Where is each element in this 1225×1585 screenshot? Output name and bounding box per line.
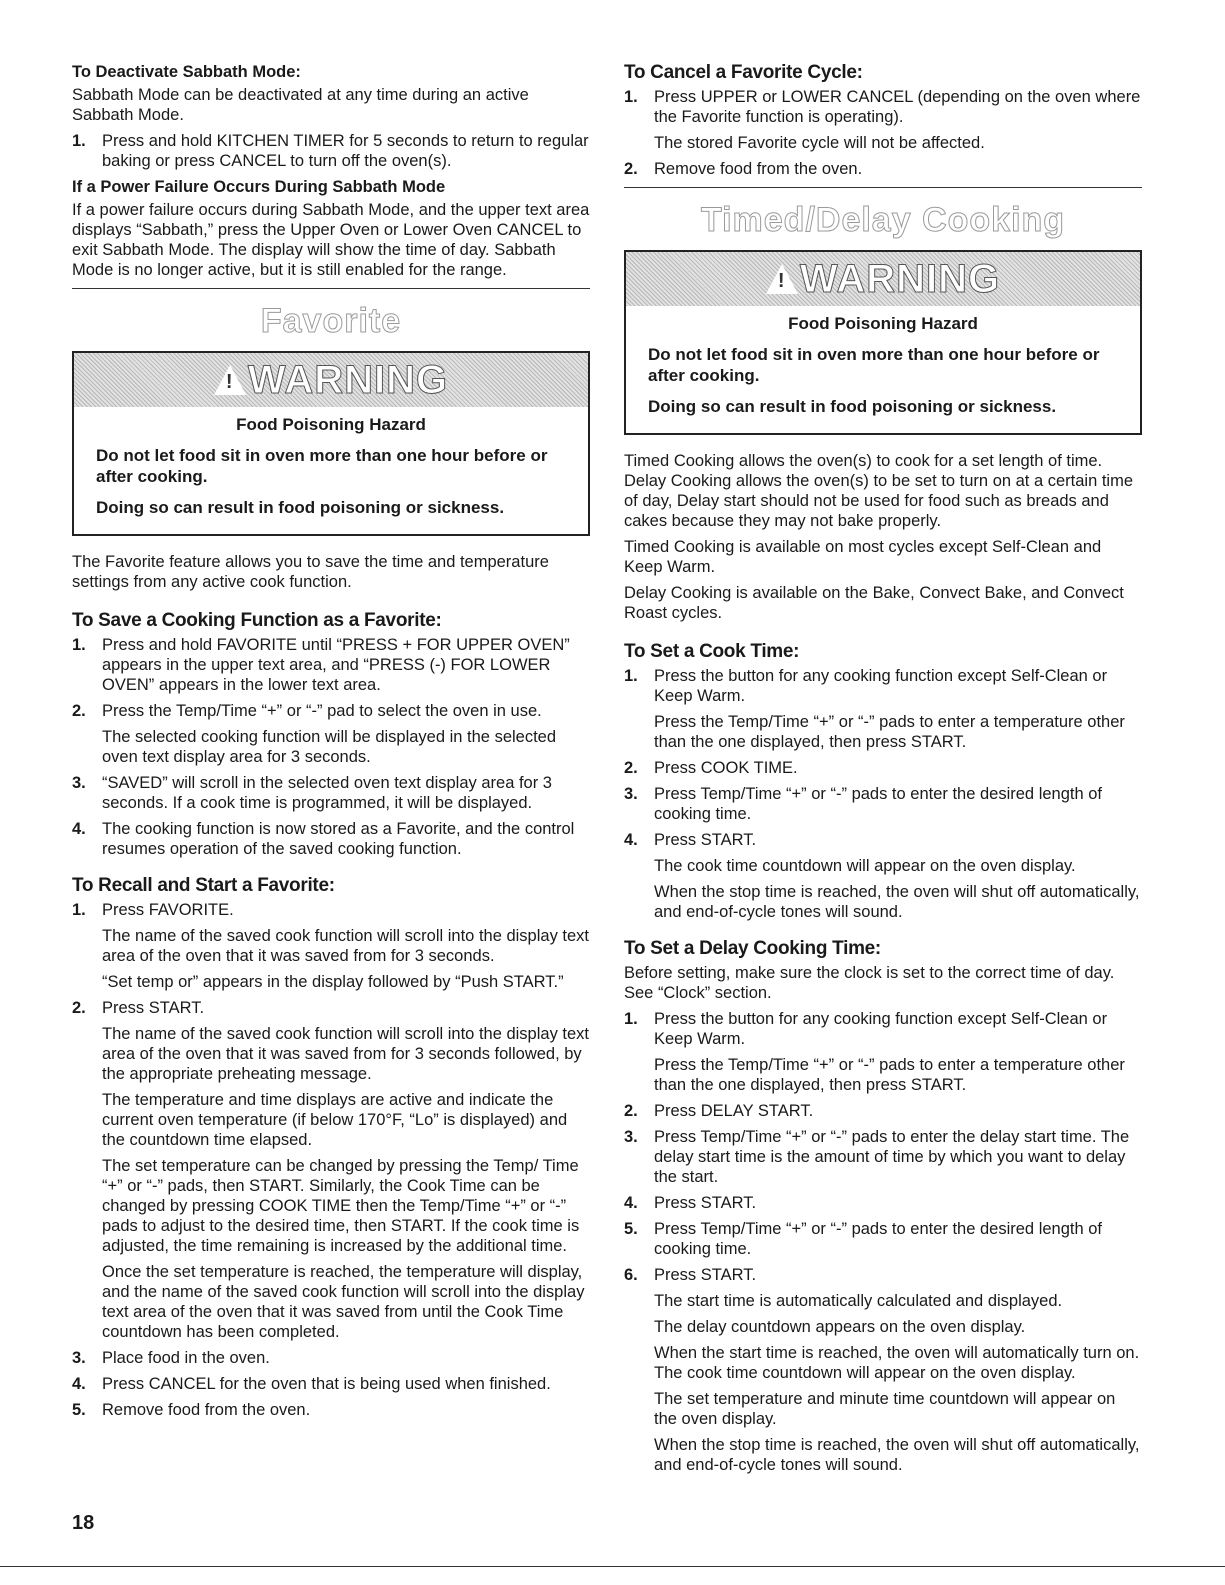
- step-number: 2.: [624, 1102, 638, 1120]
- step-number: 3.: [624, 785, 638, 803]
- timed-intro-2: Timed Cooking is available on most cycles except Self-Clean and Keep Warm.: [624, 538, 1102, 576]
- warning-banner: [626, 252, 1140, 306]
- step-number: 2.: [624, 759, 638, 777]
- step-detail: The cook time countdown will appear on the oven display.: [654, 857, 1076, 875]
- step-text: Press DELAY START.: [654, 1102, 814, 1120]
- step-text: Place food in the oven.: [102, 1349, 270, 1367]
- step-detail: “Set temp or” appears in the display followed by “Push START.”: [102, 973, 564, 991]
- step-number: 2.: [72, 999, 86, 1017]
- warning-hazard: Food Poisoning Hazard: [788, 314, 978, 333]
- step-number: 1.: [72, 901, 86, 919]
- step-text: Remove food from the oven.: [102, 1401, 311, 1419]
- step-text: Press the Temp/Time “+” or “-” pad to select the oven in use.: [102, 702, 542, 720]
- favorite-section-title: Favorite: [260, 302, 402, 340]
- step-text: Press the button for any cooking function except Self-Clean or Keep Warm.: [654, 1010, 1108, 1048]
- warning-triangle-icon: [214, 365, 246, 395]
- step-detail: The start time is automatically calculated and displayed.: [654, 1292, 1063, 1310]
- timed-delay-section-title: Timed/Delay Cooking: [700, 201, 1066, 239]
- step-text: Press CANCEL for the oven that is being used when finished.: [102, 1375, 551, 1393]
- step-detail: The name of the saved cook function will scroll into the display text area of the oven that it was saved from for 3 seconds.: [102, 927, 589, 965]
- right-column: [624, 62, 1142, 1481]
- list-item: [624, 1219, 1142, 1259]
- step-detail: The set temperature and minute time countdown will appear on the oven display.: [654, 1390, 1116, 1428]
- list-item: [624, 1127, 1142, 1187]
- list-item: [624, 1265, 1142, 1475]
- warning-title: WARNING: [247, 357, 449, 402]
- list-item: [72, 998, 590, 1342]
- step-detail: Press the Temp/Time “+” or “-” pads to enter a temperature other than the one displayed, then press START.: [654, 713, 1125, 751]
- step-text: Press START.: [654, 831, 757, 849]
- step-detail: The stored Favorite cycle will not be affected.: [654, 134, 985, 152]
- recall-favorite-heading: To Recall and Start a Favorite:: [72, 875, 335, 896]
- deactivate-steps: [72, 131, 590, 171]
- warning-hazard: Food Poisoning Hazard: [236, 415, 426, 434]
- bottom-rule: [0, 1566, 1225, 1567]
- warning-banner: [74, 353, 588, 407]
- step-number: 1.: [624, 667, 638, 685]
- step-number: 2.: [72, 702, 86, 720]
- step-number: 1.: [624, 88, 638, 106]
- step-text: Press Temp/Time “+” or “-” pads to enter the delay start time. The delay start time is the amount of time by which you want to delay the start.: [654, 1128, 1130, 1186]
- step-text: Press COOK TIME.: [654, 759, 798, 777]
- warning-line-1: Do not let food sit in oven more than one hour before or after cooking.: [648, 345, 1100, 385]
- list-item: [72, 701, 590, 767]
- list-item: [72, 635, 590, 695]
- step-number: 4.: [72, 1375, 86, 1393]
- cook-time-steps: [624, 666, 1142, 922]
- step-number: 4.: [624, 831, 638, 849]
- warning-line-2: Doing so can result in food poisoning or sickness.: [96, 498, 505, 517]
- list-item: [624, 784, 1142, 824]
- section-divider: [624, 187, 1142, 188]
- timed-intro-3: Delay Cooking is available on the Bake, Convect Bake, and Convect Roast cycles.: [624, 584, 1124, 622]
- step-text: Press Temp/Time “+” or “-” pads to enter the desired length of cooking time.: [654, 1220, 1102, 1258]
- step-text: Press START.: [102, 999, 205, 1017]
- list-item: [72, 773, 590, 813]
- warning-line-2: Doing so can result in food poisoning or sickness.: [648, 397, 1057, 416]
- step-detail: When the stop time is reached, the oven will shut off automatically, and end-of-cycle tones will sound.: [654, 1436, 1140, 1474]
- step-text: Remove food from the oven.: [654, 160, 863, 178]
- step-detail: When the stop time is reached, the oven will shut off automatically, and end-of-cycle tones will sound.: [654, 883, 1140, 921]
- step-detail: When the start time is reached, the oven will automatically turn on. The cook time countdown will appear on the oven display.: [654, 1344, 1140, 1382]
- step-text: Press START.: [654, 1266, 757, 1284]
- cook-time-heading: To Set a Cook Time:: [624, 641, 800, 662]
- step-number: 6.: [624, 1266, 638, 1284]
- warning-box: [72, 351, 590, 536]
- step-text: Press UPPER or LOWER CANCEL (depending on the oven where the Favorite function is operating).: [654, 88, 1141, 126]
- step-number: 5.: [624, 1220, 638, 1238]
- power-failure-text: If a power failure occurs during Sabbath Mode, and the upper text area displays “Sabbath,” press the Upper Oven or Lower Oven CANCEL to exit Sabbath Mode. The display will show the time of day. Sabbath Mode is no longer active, but it is still enabled for the range.: [72, 201, 590, 279]
- warning-line-1: Do not let food sit in oven more than one hour before or after cooking.: [96, 446, 548, 486]
- step-number: 1.: [72, 132, 86, 150]
- delay-cook-steps: [624, 1009, 1142, 1475]
- step-number: 2.: [624, 160, 638, 178]
- list-item: [72, 1374, 590, 1394]
- step-number: 1.: [624, 1010, 638, 1028]
- step-text: Press FAVORITE.: [102, 901, 234, 919]
- section-divider: [72, 288, 590, 289]
- save-favorite-heading: To Save a Cooking Function as a Favorite:: [72, 610, 442, 631]
- list-item: [624, 1193, 1142, 1213]
- left-column: [72, 62, 590, 1426]
- step-detail: Press the Temp/Time “+” or “-” pads to enter a temperature other than the one displayed, then press START.: [654, 1056, 1125, 1094]
- list-item: [624, 758, 1142, 778]
- step-detail: The set temperature can be changed by pressing the Temp/ Time “+” or “-” pads, then START. Similarly, the Cook Time can be changed by pressing COOK TIME then the Temp/Time “+” or “-” pads to adjust to the desired time, then START. If the cook time is adjusted, the time remaining is increased by the additional time.: [102, 1157, 580, 1255]
- list-item: [72, 1348, 590, 1368]
- list-item: [72, 131, 590, 171]
- delay-cook-intro: Before setting, make sure the clock is set to the correct time of day. See “Clock” section.: [624, 964, 1115, 1002]
- recall-favorite-steps: [72, 900, 590, 1420]
- warning-title: WARNING: [799, 256, 1001, 301]
- step-number: 5.: [72, 1401, 86, 1419]
- step-detail: The temperature and time displays are active and indicate the current oven temperature (if below 170°F, “Lo” is displayed) and the countdown time elapsed.: [102, 1091, 568, 1149]
- step-detail: The selected cooking function will be displayed in the selected oven text display area for 3 seconds.: [102, 728, 557, 766]
- step-number: 3.: [624, 1128, 638, 1146]
- step-number: 4.: [624, 1194, 638, 1212]
- list-item: [624, 87, 1142, 153]
- step-text: Press and hold FAVORITE until “PRESS + FOR UPPER OVEN” appears in the upper text area, and “PRESS (-) FOR LOWER OVEN” appears in the lower text area.: [102, 636, 570, 694]
- deactivate-intro: Sabbath Mode can be deactivated at any time during an active Sabbath Mode.: [72, 86, 529, 124]
- deactivate-heading: To Deactivate Sabbath Mode:: [72, 63, 301, 81]
- save-favorite-steps: [72, 635, 590, 859]
- favorite-intro: The Favorite feature allows you to save the time and temperature settings from any active cook function.: [72, 553, 549, 591]
- step-detail: The delay countdown appears on the oven display.: [654, 1318, 1026, 1336]
- step-number: 3.: [72, 1349, 86, 1367]
- page-number: 18: [72, 1512, 95, 1534]
- step-number: 1.: [72, 636, 86, 654]
- cancel-favorite-steps: [624, 87, 1142, 179]
- step-text: The cooking function is now stored as a Favorite, and the control resumes operation of the saved cooking function.: [102, 820, 575, 858]
- list-item: [624, 666, 1142, 752]
- power-failure-heading: If a Power Failure Occurs During Sabbath Mode: [72, 178, 446, 196]
- step-text: Press and hold KITCHEN TIMER for 5 seconds to return to regular baking or press CANCEL to turn off the oven(s).: [102, 132, 589, 170]
- list-item: [72, 1400, 590, 1420]
- step-text: Press Temp/Time “+” or “-” pads to enter the desired length of cooking time.: [654, 785, 1102, 823]
- step-text: Press START.: [654, 1194, 757, 1212]
- list-item: [72, 819, 590, 859]
- timed-intro-1: Timed Cooking allows the oven(s) to cook for a set length of time. Delay Cooking allows the oven(s) to be set to turn on at a certain time of day, Delay start should not be used for food such as breads and cakes because they may not bake properly.: [624, 452, 1134, 530]
- delay-cook-heading: To Set a Delay Cooking Time:: [624, 938, 881, 959]
- step-text: Press the button for any cooking function except Self-Clean or Keep Warm.: [654, 667, 1108, 705]
- warning-box: [624, 250, 1142, 435]
- list-item: [624, 830, 1142, 922]
- step-number: 3.: [72, 774, 86, 792]
- step-text: “SAVED” will scroll in the selected oven text display area for 3 seconds. If a cook time is programmed, it will be displayed.: [102, 774, 552, 812]
- list-item: [624, 1009, 1142, 1095]
- step-detail: Once the set temperature is reached, the temperature will display, and the name of the saved cook function will scroll into the display text area of the oven that it was saved from until the Cook Time countdown has been completed.: [102, 1263, 585, 1341]
- list-item: [72, 900, 590, 992]
- list-item: [624, 159, 1142, 179]
- step-detail: The name of the saved cook function will scroll into the display text area of the oven that it was saved from for 3 seconds followed, by the appropriate preheating message.: [102, 1025, 589, 1083]
- warning-triangle-icon: [766, 264, 798, 294]
- step-number: 4.: [72, 820, 86, 838]
- cancel-favorite-heading: To Cancel a Favorite Cycle:: [624, 62, 863, 83]
- list-item: [624, 1101, 1142, 1121]
